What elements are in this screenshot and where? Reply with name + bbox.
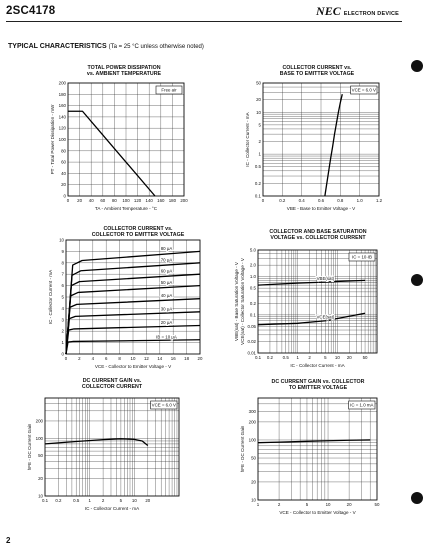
c1-xtick-label: 100	[122, 198, 130, 203]
c3-ytick-label: 0	[61, 351, 64, 357]
c3-series-label: 20 μA	[160, 320, 173, 325]
c6-ytick-label: 20	[251, 479, 256, 485]
brand-subtitle: ELECTRON DEVICE	[343, 11, 399, 17]
c2-xtick-label: 1.2	[375, 198, 383, 203]
c3-xtick-label: 4	[91, 356, 95, 361]
section-heading: TYPICAL CHARACTERISTICS	[8, 43, 107, 50]
c3-xtick-label: 20	[197, 356, 203, 361]
c1-ytick-label: 60	[61, 159, 66, 165]
c4-ytick-label: 0.5	[249, 285, 256, 291]
c4-subtitle: VOLTAGE vs. COLLECTOR CURRENT	[270, 235, 366, 241]
c6-xtick-label: 1	[256, 502, 260, 507]
c2-ytick-label: 5	[258, 122, 261, 128]
c1-series-line	[68, 111, 155, 196]
c2-xtick-label: 0.4	[298, 198, 305, 203]
c4-xtick-label: 20	[346, 355, 352, 360]
c4-ytick-label: 0.2	[249, 300, 256, 306]
c6-ylabel: hFE - DC Current Gain	[240, 425, 245, 473]
c3-xlabel: VCE - Collector to Emitter Voltage - V	[94, 364, 172, 369]
c2-ytick-label: 0.2	[254, 180, 261, 186]
c2-ytick-label: 2	[258, 139, 261, 145]
c2-ylabel: IC - Collector Current - mA	[245, 112, 250, 167]
c5-xtick-label: 5	[119, 498, 123, 503]
c6-ytick-label: 100	[248, 437, 256, 443]
c1-xtick-label: 80	[111, 198, 117, 203]
c6-xtick-label: 50	[374, 502, 380, 507]
c1-ytick-label: 160	[58, 103, 66, 109]
c5-xtick-label: 0.5	[73, 498, 80, 503]
c3-xtick-label: 8	[118, 356, 121, 361]
c3-title: COLLECTOR CURRENT vs.	[103, 226, 173, 232]
c6-xtick-label: 2	[277, 502, 281, 507]
c2-xlabel: VBE - Base to Emitter Voltage - V	[286, 206, 356, 211]
c2-xtick-label: 0.8	[337, 198, 344, 203]
c2-ytick-label: 0.5	[254, 164, 261, 170]
c1-xtick-label: 60	[100, 198, 106, 203]
c1-ytick-label: 40	[61, 170, 66, 176]
c6-xtick-label: 20	[346, 502, 352, 507]
c5-xtick-label: 10	[131, 498, 137, 503]
c4-xtick-label: 1	[296, 355, 299, 360]
c1-ylabel: PT - Total Power Dissipation - mW	[50, 104, 55, 175]
c4-ylabel: VCE(sat) - Collector Saturation Voltage - V	[240, 258, 245, 345]
c1-annotation: Free air	[161, 87, 177, 93]
brand-name: NEC	[316, 4, 341, 18]
c5-xtick-label: 20	[145, 498, 151, 503]
c4-plot-frame	[258, 250, 377, 353]
c2-xtick-label: 0	[261, 198, 265, 203]
c4-ylabel: VBE(sat) - Base Saturation Voltage - V	[234, 262, 239, 341]
c2-ytick-label: 0.1	[254, 193, 261, 199]
c5-title: DC CURRENT GAIN vs.	[82, 378, 142, 384]
c4-xtick-label: 2	[308, 355, 311, 360]
c3-ylabel: IC - Collector Current - mA	[48, 269, 53, 325]
c3-ytick-label: 9	[61, 248, 64, 254]
c1-xtick-label: 20	[77, 198, 83, 203]
c1-xtick-label: 0	[66, 198, 70, 203]
c4-title: COLLECTOR AND BASE SATURATION	[269, 229, 367, 235]
c1-xtick-label: 140	[145, 198, 153, 203]
c5-xtick-label: 0.1	[41, 498, 49, 503]
c3-series-label: 80 μA	[160, 245, 173, 251]
c6-series-line	[258, 440, 370, 443]
c3-series-label: 60 μA	[160, 268, 173, 274]
c6-ytick-label: 10	[251, 497, 256, 503]
c4-xlabel: IC - Collector Current - mA	[290, 363, 345, 368]
c3-ytick-label: 4	[61, 305, 64, 311]
c1-xtick-label: 200	[180, 198, 188, 203]
c3-ytick-label: 2	[61, 328, 64, 334]
c4-xtick-label: 5	[324, 355, 327, 360]
c5-ytick-label: 20	[38, 476, 43, 482]
c5-ytick-label: 200	[35, 418, 43, 424]
c3-ytick-label: 10	[59, 237, 64, 243]
c5-xtick-label: 0.2	[55, 498, 62, 503]
c2-annotation: VCE = 6.0 V	[351, 87, 376, 93]
c2-subtitle: BASE TO EMITTER VOLTAGE	[279, 71, 355, 77]
c5-xlabel: IC - Collector Current - mA	[84, 506, 140, 511]
c1-xlabel: TA - Ambient Temperature - °C	[94, 206, 158, 211]
c3-series-label: 40 μA	[160, 293, 173, 299]
c4-ytick-label: 1.0	[249, 274, 256, 280]
c5-annotation: VCE = 6.0 V	[151, 402, 176, 408]
c5-xtick-label: 2	[101, 498, 105, 503]
c3-xtick-label: 14	[157, 356, 163, 361]
c6-ytick-label: 300	[248, 408, 256, 414]
c5-ytick-label: 10	[38, 493, 43, 499]
c6-title: DC CURRENT GAIN vs. COLLECTOR	[271, 379, 365, 385]
c1-title: TOTAL POWER DISSIPATION	[87, 65, 161, 71]
c6-xtick-label: 10	[325, 502, 331, 507]
c3-series-label: 50 μA	[160, 280, 173, 286]
c4-xtick-label: 50	[362, 355, 368, 360]
c3-xtick-label: 18	[184, 356, 190, 361]
c4-xtick-label: 0.1	[254, 355, 262, 360]
c3-xtick-label: 12	[143, 356, 149, 361]
c3-ytick-label: 8	[61, 260, 64, 266]
c1-ytick-label: 120	[58, 125, 66, 131]
c4-series-label: VBE(sat)	[316, 276, 335, 282]
c1-ytick-label: 80	[61, 148, 66, 154]
c3-ytick-label: 7	[61, 271, 64, 277]
c2-series-line	[325, 94, 342, 196]
c3-ytick-label: 6	[61, 283, 64, 289]
c2-xtick-label: 0.2	[279, 198, 286, 203]
c1-ytick-label: 20	[61, 182, 66, 188]
c3-ytick-label: 3	[61, 317, 64, 323]
c4-ytick-label: 0.01	[247, 350, 256, 356]
c3-series-label: 30 μA	[160, 306, 173, 312]
c6-plot-frame	[258, 398, 377, 500]
section-condition: (Ta = 25 °C unless otherwise noted)	[108, 44, 204, 50]
page-number: 2	[6, 536, 11, 545]
c1-xtick-label: 40	[88, 198, 94, 203]
c6-ytick-label: 200	[248, 419, 256, 425]
c5-plot-frame	[45, 398, 179, 496]
c6-ytick-label: 50	[251, 455, 256, 461]
c2-ytick-label: 50	[256, 80, 261, 86]
part-number: 2SC4178	[6, 5, 56, 17]
c3-xtick-label: 2	[78, 356, 81, 361]
c1-xtick-label: 120	[133, 198, 142, 203]
c1-ytick-label: 180	[58, 91, 66, 97]
c4-ytick-label: 0.05	[247, 323, 256, 329]
c3-series-label: IB = 10 μA	[156, 334, 177, 340]
c1-subtitle: vs. AMBIENT TEMPERATURE	[86, 71, 162, 77]
c6-subtitle: TO EMITTER VOLTAGE	[288, 385, 348, 391]
c4-xtick-label: 10	[334, 355, 340, 360]
c6-xlabel: VCE - Collector to Emitter Voltage - V	[279, 510, 356, 515]
c4-ytick-label: 5.0	[249, 247, 256, 253]
c4-ytick-label: 0.1	[249, 312, 256, 318]
c3-ytick-label: 5	[61, 294, 64, 300]
c4-annotation: IC = 10·IB	[352, 254, 372, 260]
c1-xtick-label: 180	[168, 198, 177, 203]
c4-ytick-label: 0.02	[247, 339, 256, 345]
c1-ytick-label: 0	[63, 193, 66, 199]
c3-subtitle: COLLECTOR TO EMITTER VOLTAGE	[91, 232, 185, 238]
c3-series-label: 70 μA	[160, 257, 173, 263]
c3-ytick-label: 1	[61, 340, 64, 346]
c5-xtick-label: 1	[88, 498, 91, 503]
c2-xtick-label: 0.6	[317, 198, 325, 203]
c2-xtick-label: 1.0	[356, 198, 363, 203]
c5-subtitle: COLLECTOR CURRENT	[81, 384, 143, 390]
c4-series-label: VCE(sat)	[316, 314, 335, 320]
c4-xtick-label: 0.5	[282, 355, 289, 360]
c5-ytick-label: 50	[38, 453, 43, 459]
c3-xtick-label: 0	[64, 356, 68, 361]
c1-ytick-label: 200	[58, 80, 66, 86]
c2-ytick-label: 20	[256, 97, 261, 103]
c5-ylabel: hFE - DC Current Gain	[27, 423, 32, 471]
c2-ytick-label: 10	[256, 109, 261, 115]
c3-xtick-label: 6	[104, 356, 108, 361]
c4-ytick-label: 2.0	[249, 262, 256, 268]
c2-title: COLLECTOR CURRENT vs.	[282, 65, 352, 71]
c3-xtick-label: 10	[130, 356, 136, 361]
c1-ytick-label: 100	[58, 137, 66, 142]
c1-xtick-label: 160	[157, 198, 165, 203]
c6-xtick-label: 5	[305, 502, 309, 507]
c2-ytick-label: 1	[258, 151, 261, 157]
c5-ytick-label: 100	[35, 435, 43, 441]
c4-xtick-label: 0.2	[266, 355, 273, 360]
c1-ytick-label: 140	[58, 114, 66, 120]
c3-xtick-label: 16	[170, 356, 176, 361]
c6-annotation: IC = 1.0 mA	[350, 402, 374, 408]
